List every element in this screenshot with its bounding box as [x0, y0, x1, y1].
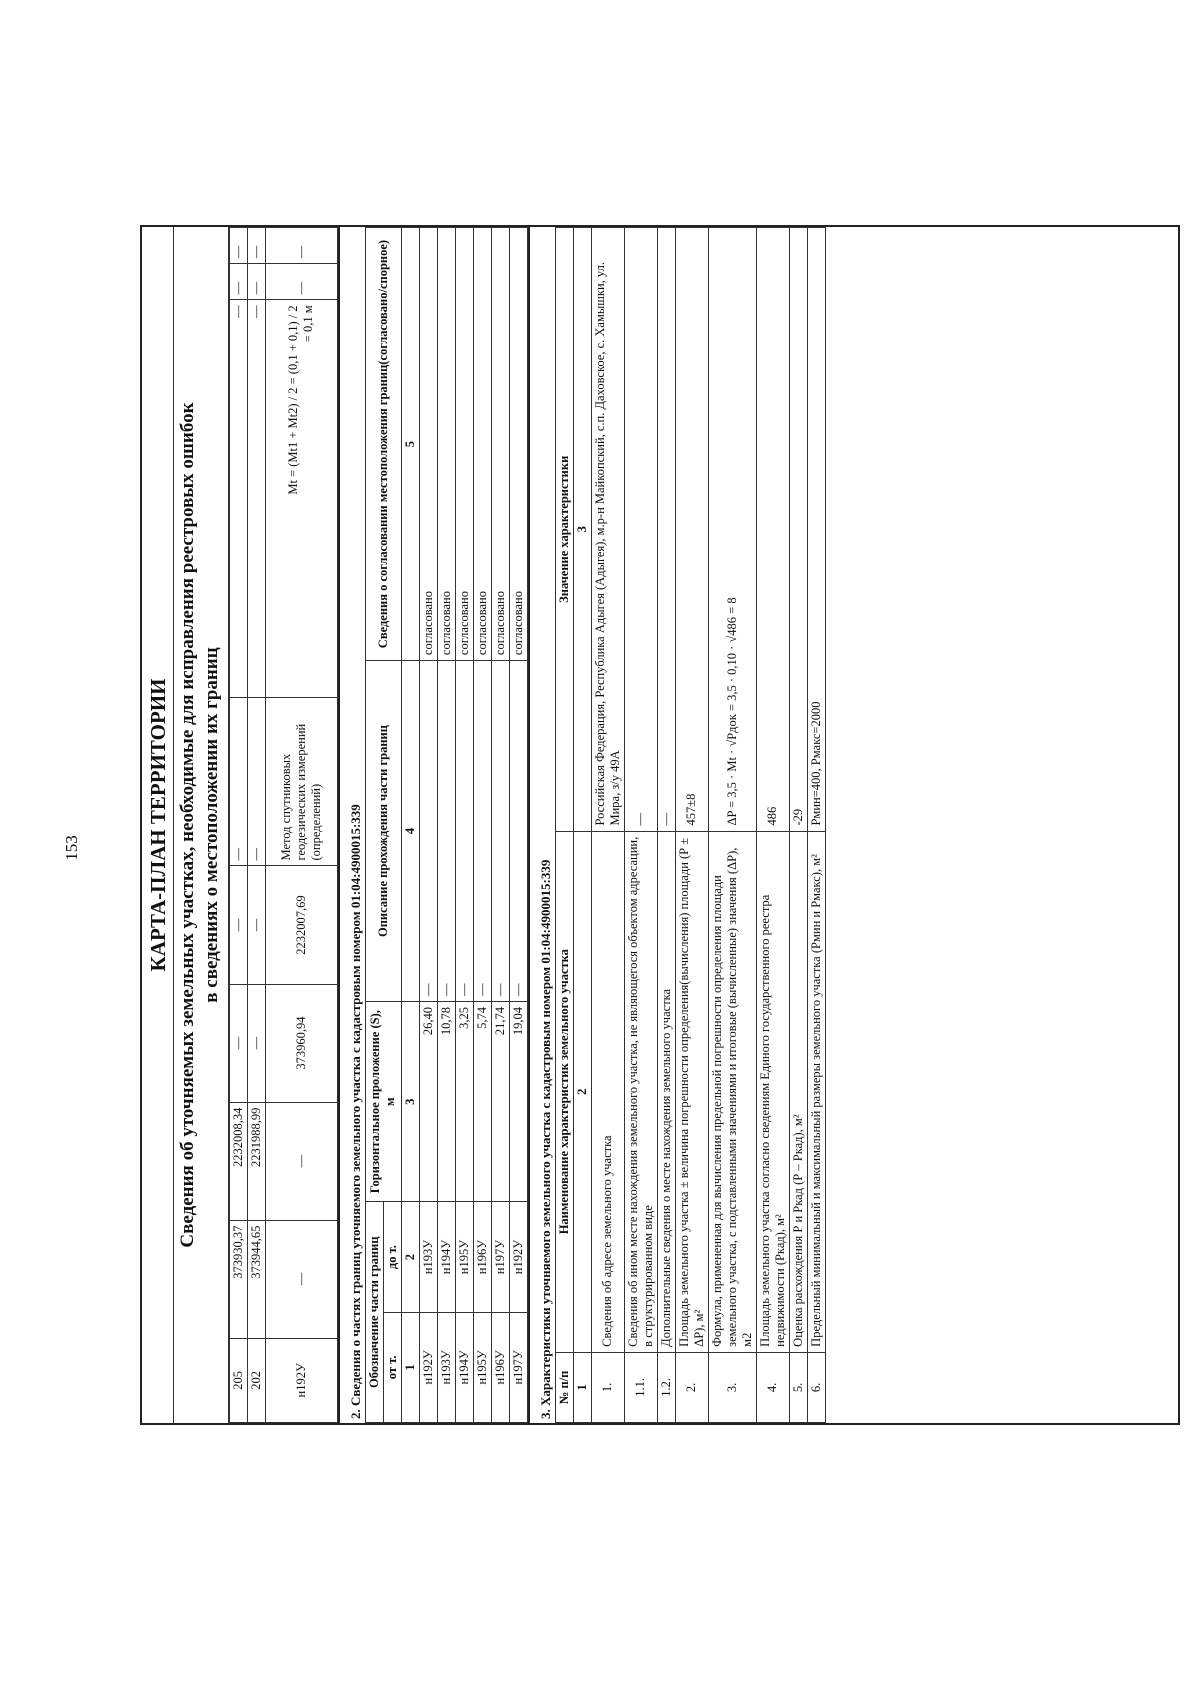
table-row [789, 228, 807, 1423]
table-row [708, 228, 756, 1423]
agreement-status: согласовано [419, 228, 437, 661]
method-cell: — [229, 697, 247, 866]
coord-y-new: — [229, 866, 247, 984]
header-value: Значение характеристики [555, 228, 573, 832]
horizontal-distance: 5,74 [473, 1001, 491, 1202]
horizontal-distance: 19,04 [509, 1001, 527, 1202]
empty-cell: — [265, 228, 337, 264]
coord-x-existing: 373944,65 [247, 1220, 265, 1338]
col-num: 3 [573, 228, 591, 832]
table-row [591, 228, 624, 1423]
from-point: н194У [455, 1312, 473, 1422]
characteristic-name: Дополнительные сведения о месте нахождения земельного участка [657, 831, 675, 1352]
characteristic-value: ΔP = 3,5 · Mt · √Pдок = 3,5 · 0,10 · √486 = 8 [708, 228, 756, 832]
row-number: 6. [807, 1352, 825, 1422]
to-point: н195У [455, 1202, 473, 1312]
table-row [675, 228, 708, 1423]
horizontal-distance: 26,40 [419, 1001, 437, 1202]
coord-y-existing: 2231988,99 [247, 1102, 265, 1220]
section-3-title: 3. Характеристики уточняемого земельного участка с кадастровым номером 01:04:4900015:339 [528, 227, 555, 1423]
row-number: 5. [789, 1352, 807, 1422]
agreement-status: согласовано [491, 228, 509, 661]
page-subtitle [174, 227, 229, 1423]
section-2-title: 2. Сведения о частях границ уточняемого земельного участка с кадастровым номером 01:04:4900015:339 [338, 227, 365, 1423]
col-num: 3 [401, 1001, 419, 1202]
row-number: 1.1. [624, 1352, 657, 1422]
characteristic-name: Сведения об адресе земельного участка [591, 831, 624, 1352]
to-point: н194У [437, 1202, 455, 1312]
to-point: н196У [473, 1202, 491, 1312]
col-num: 1 [573, 1352, 591, 1422]
to-point: н192У [509, 1202, 527, 1312]
page-title: КАРТА-ПЛАН ТЕРРИТОРИИ [142, 227, 174, 1423]
characteristic-value: Российская Федерация, Республика Адыгея (Адыгея), м.р-н Майкопский, с.п. Даховское, с. Хамышки, ул. Мира, з/у 49А [591, 228, 624, 832]
point-id: 202 [247, 1338, 265, 1422]
header-to: до т. [383, 1202, 401, 1312]
agreement-status: согласовано [437, 228, 455, 661]
table-header [555, 228, 573, 1423]
part-description: — [491, 661, 509, 1002]
coord-y-existing: — [265, 1102, 337, 1220]
characteristic-value: Рмин=400, Рмакс=2000 [807, 228, 825, 832]
subtitle-line-2: в сведениях о местоположении их границ [200, 647, 222, 1003]
coord-x-new: 373960,94 [265, 984, 337, 1102]
coord-y-new: 2232007,69 [265, 866, 337, 984]
point-id: 205 [229, 1338, 247, 1422]
formula-line-1: Mt = (Mt1 + Mt2) / 2 = (0,1 + 0,1) / 2 [286, 305, 300, 495]
table-row [473, 228, 491, 1423]
header-num: № п/п [555, 1352, 573, 1422]
empty-cell: — [265, 264, 337, 300]
to-point: н193У [419, 1202, 437, 1312]
row-number: 2. [675, 1352, 708, 1422]
table-row [657, 228, 675, 1423]
row-number: 4. [756, 1352, 789, 1422]
empty-cell: — [247, 228, 265, 264]
table-row [419, 228, 437, 1423]
characteristic-value: -29 [789, 228, 807, 832]
characteristic-value: — [624, 228, 657, 832]
header-agreement: Сведения о согласовании местоположения границ(согласовано/спорное) [365, 228, 401, 661]
from-point: н196У [491, 1312, 509, 1422]
column-numbers [401, 228, 419, 1423]
point-id: н192У [265, 1338, 337, 1422]
cadastral-sheet [140, 225, 1180, 1425]
coord-y-existing: 2232008,34 [229, 1102, 247, 1220]
formula-line-2: = 0,1 м [301, 305, 315, 343]
horizontal-distance: 3,25 [455, 1001, 473, 1202]
page-number: 153 [62, 835, 81, 861]
table-header [365, 228, 383, 1423]
from-point: н195У [473, 1312, 491, 1422]
col-num: 1 [401, 1312, 419, 1422]
characteristic-name: Формула, примененная для вычисления предельной погрешности определения площади земельного участка, с подставленными значениями и итоговые (вычисленные) значения (ΔР), м2 [708, 831, 756, 1352]
subtitle-line-1: Сведения об уточняемых земельных участках, необходимые для исправления реестровых ошибок [177, 402, 198, 1248]
col-num: 2 [573, 831, 591, 1352]
header-name: Наименование характеристик земельного участка [555, 831, 573, 1352]
empty-cell: — [229, 228, 247, 264]
coord-x-new: — [247, 984, 265, 1102]
characteristic-value: — [657, 228, 675, 832]
to-point: н197У [491, 1202, 509, 1312]
table-row [247, 228, 265, 1423]
header-horizontal: Горизонтальное проложение (S), м [365, 1001, 401, 1202]
from-point: н192У [419, 1312, 437, 1422]
from-point: н193У [437, 1312, 455, 1422]
formula-cell [265, 300, 337, 698]
coord-x-new: — [229, 984, 247, 1102]
part-description: — [455, 661, 473, 1002]
characteristics-table [555, 227, 826, 1423]
row-number: 1. [591, 1352, 624, 1422]
boundary-parts-table [365, 227, 528, 1423]
characteristic-value: 486 [756, 228, 789, 832]
table-row [509, 228, 527, 1423]
part-description: — [473, 661, 491, 1002]
table-row [265, 228, 337, 1423]
characteristic-value: 457±8 [675, 228, 708, 832]
part-description: — [419, 661, 437, 1002]
formula-cell: — [229, 300, 247, 698]
method-cell: — [247, 697, 265, 866]
characteristic-name: Сведения об ином месте нахождения земельного участка, не являющегося объектом адресации, в структурированном виде [624, 831, 657, 1352]
col-num: 4 [401, 661, 419, 1002]
part-description: — [509, 661, 527, 1002]
agreement-status: согласовано [509, 228, 527, 661]
row-number: 1.2. [657, 1352, 675, 1422]
col-num: 5 [401, 228, 419, 661]
characteristic-name: Предельный минимальный и максимальный размеры земельного участка (Рмин и Рмакс), м² [807, 831, 825, 1352]
table-row [756, 228, 789, 1423]
table-row [624, 228, 657, 1423]
characteristic-name: Площадь земельного участка ± величина погрешности определения(вычисления) площади (Р ± ΔР), м² [675, 831, 708, 1352]
agreement-status: согласовано [473, 228, 491, 661]
coordinates-table [229, 227, 338, 1423]
row-number: 3. [708, 1352, 756, 1422]
column-numbers [573, 228, 591, 1423]
agreement-status: согласовано [455, 228, 473, 661]
empty-cell: — [229, 264, 247, 300]
empty-cell: — [247, 264, 265, 300]
table-row [229, 228, 247, 1423]
horizontal-distance: 21,74 [491, 1001, 509, 1202]
table-row [491, 228, 509, 1423]
characteristic-name: Оценка расхождения Р и Ркад (Р – Ркад), м² [789, 831, 807, 1352]
coord-y-new: — [247, 866, 265, 984]
from-point: н197У [509, 1312, 527, 1422]
horizontal-distance: 10,78 [437, 1001, 455, 1202]
characteristic-name: Площадь земельного участка согласно сведениям Единого государственного реестра недвижимости (Ркад), м² [756, 831, 789, 1352]
header-part: Обозначение части границ [365, 1202, 383, 1423]
col-num: 2 [401, 1202, 419, 1312]
method-cell: Метод спутниковых геодезических измерений (определений) [265, 697, 337, 866]
header-description: Описание прохождения части границ [365, 661, 401, 1002]
table-row [437, 228, 455, 1423]
formula-cell: — [247, 300, 265, 698]
table-row [807, 228, 825, 1423]
part-description: — [437, 661, 455, 1002]
coord-x-existing: — [265, 1220, 337, 1338]
header-from: от т. [383, 1312, 401, 1422]
table-row [455, 228, 473, 1423]
coord-x-existing: 373930,37 [229, 1220, 247, 1338]
